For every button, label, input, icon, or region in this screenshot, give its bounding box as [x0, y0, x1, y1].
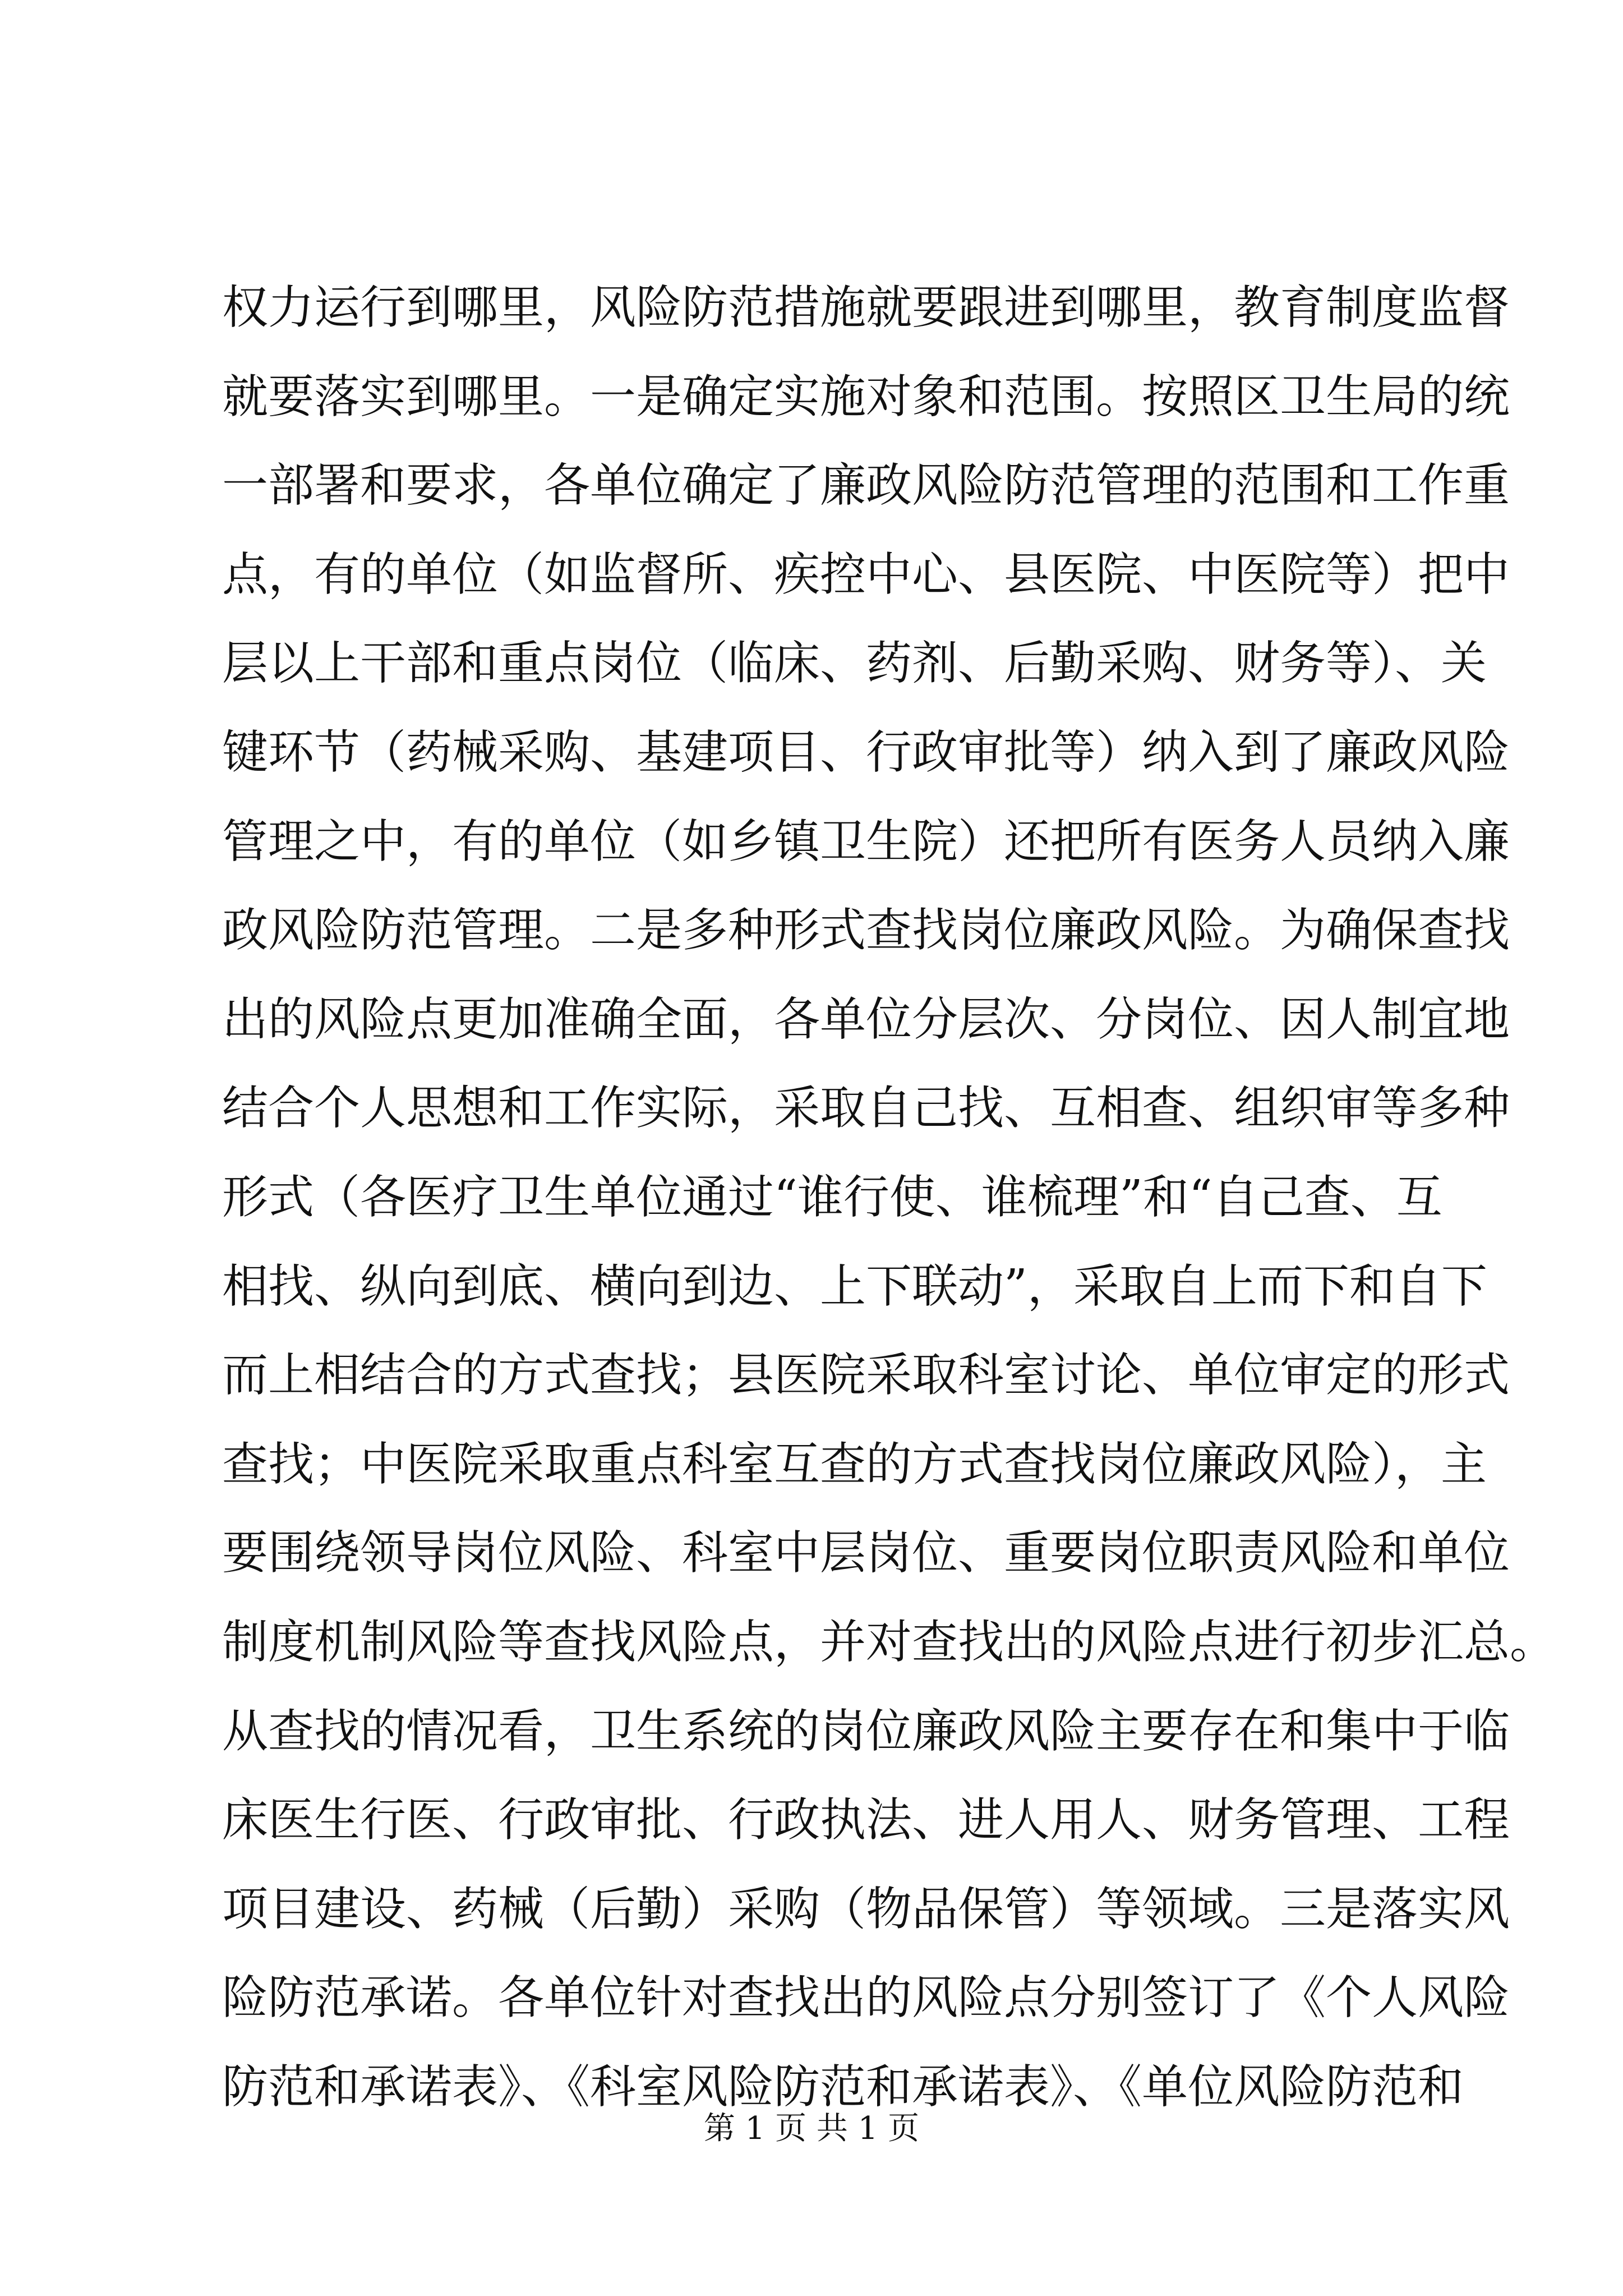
text-line: 查找；中医院采取重点科室互查的方式查找岗位廉政风险），主	[222, 1437, 1487, 1491]
text-line: 从查找的情况看，卫生系统的岗位廉政风险主要存在和集中于临	[222, 1704, 1510, 1758]
text-line: 而上相结合的方式查找；县医院采取科室讨论、单位审定的形式	[222, 1349, 1510, 1402]
text-line: 一部署和要求，各单位确定了廉政风险防范管理的范围和工作重	[222, 459, 1510, 513]
text-line: 层以上干部和重点岗位（临床、药剂、后勤采购、财务等）、关	[222, 637, 1487, 691]
text-line: 险防范承诺。各单位针对查找出的风险点分别签订了《个人风险	[222, 1971, 1510, 2025]
text-line: 权力运行到哪里，风险防范措施就要跟进到哪里，教育制度监督	[222, 281, 1510, 334]
text-line: 防范和承诺表》、《科室风险防范和承诺表》、《单位风险防范和	[222, 2060, 1464, 2114]
text-line: 政风险防范管理。二是多种形式查找岗位廉政风险。为确保查找	[222, 904, 1510, 958]
text-line: 要围绕领导岗位风险、科室中层岗位、重要岗位职责风险和单位	[222, 1526, 1510, 1580]
text-line: 结合个人思想和工作实际，采取自己找、互相查、组织审等多种	[222, 1082, 1510, 1135]
text-line: 键环节（药械采购、基建项目、行政审批等）纳入到了廉政风险	[222, 725, 1510, 779]
page-footer: 第 1 页 共 1 页	[703, 2110, 920, 2147]
text-line: 床医生行医、行政审批、行政执法、进人用人、财务管理、工程	[222, 1793, 1510, 1847]
text-line: 形式（各医疗卫生单位通过“谁行使、谁梳理”和“自己查、互	[222, 1170, 1442, 1224]
text-line: 管理之中，有的单位（如乡镇卫生院）还把所有医务人员纳入廉	[222, 815, 1510, 868]
text-line: 出的风险点更加准确全面，各单位分层次、分岗位、因人制宜地	[222, 992, 1510, 1046]
body-text	[222, 264, 1556, 2132]
text-line: 相找、纵向到底、横向到边、上下联动”，采取自上而下和自下	[222, 1259, 1487, 1313]
text-line: 项目建设、药械（后勤）采购（物品保管）等领域。三是落实风	[222, 1882, 1510, 1936]
text-line: 就要落实到哪里。一是确定实施对象和范围。按照区卫生局的统	[222, 370, 1510, 424]
text-line: 点，有的单位（如监督所、疾控中心、县医院、中医院等）把中	[222, 547, 1510, 601]
text-line: 制度机制风险等查找风险点，并对查找出的风险点进行初步汇总。	[222, 1615, 1556, 1669]
